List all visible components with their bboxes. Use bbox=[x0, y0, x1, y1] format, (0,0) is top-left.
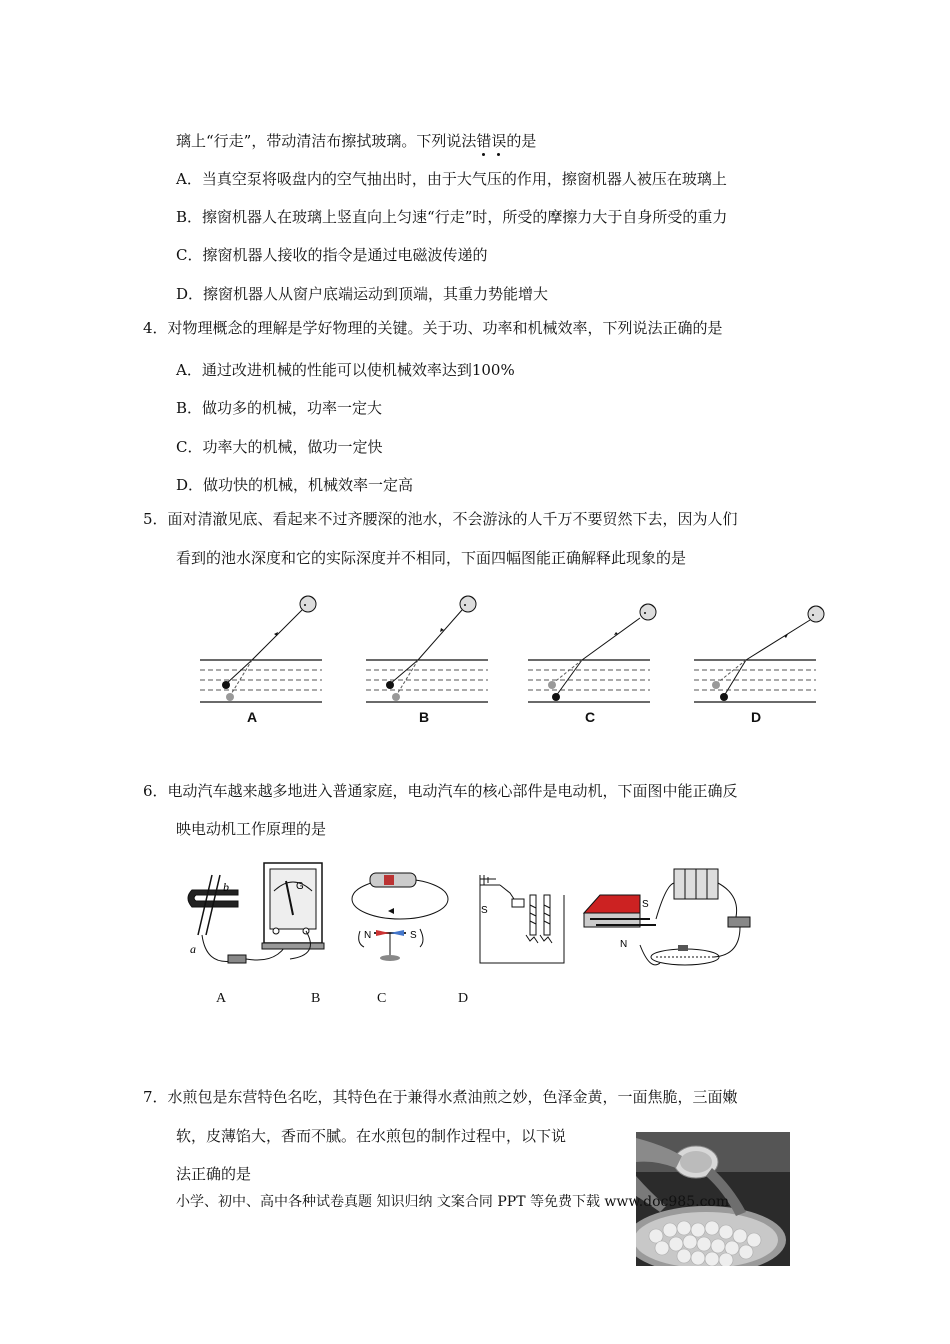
q5-figure-b bbox=[366, 596, 488, 725]
q3-stem bbox=[176, 131, 536, 151]
q6-galvanometer-label: G bbox=[296, 881, 304, 892]
q3-stem-end: 的是 bbox=[506, 132, 537, 150]
q6-compass-s: S bbox=[410, 930, 417, 941]
q3-option-d: D．擦窗机器人从窗户底端运动到顶端，其重力势能增大 bbox=[176, 285, 549, 303]
q5-stem-line1: 5．面对清澈见底、看起来不过齐腰深的池水，不会游泳的人千万不要贸然下去，因为人们 bbox=[143, 510, 738, 528]
q6-label-a: A bbox=[216, 991, 227, 1006]
q7-stem-line3: 法正确的是 bbox=[176, 1165, 252, 1183]
q6-figure-b bbox=[352, 873, 448, 961]
q4-option-a: A．通过改进机械的性能可以使机械效率达到100% bbox=[176, 361, 515, 379]
q3-option-c: C．擦窗机器人接收的指令是通过电磁波传递的 bbox=[176, 246, 488, 264]
q4-option-d: D．做功快的机械，机械效率一定高 bbox=[176, 476, 414, 494]
page-footer: 小学、初中、高中各种试卷真题 知识归纳 文案合同 PPT 等免费下载 www.doc985.com bbox=[176, 1194, 730, 1210]
q6-label-a-wire: a bbox=[190, 942, 196, 956]
q5-stem-line2: 看到的池水深度和它的实际深度并不相同，下面四幅图能正确解释此现象的是 bbox=[176, 549, 687, 567]
q5-figure-d bbox=[694, 606, 824, 725]
q6-compass-n: N bbox=[364, 930, 372, 941]
q6-label-c: C bbox=[377, 991, 387, 1006]
q3-emphasis-1: 错 bbox=[476, 132, 492, 150]
q3-option-a: A．当真空泵将吸盘内的空气抽出时，由于大气压的作用，擦窗机器人被压在玻璃上 bbox=[176, 170, 727, 188]
q6-stem-line2: 映电动机工作原理的是 bbox=[176, 820, 327, 838]
q3-option-b: B．擦窗机器人在玻璃上竖直向上匀速“行走”时，所受的摩擦力大于自身所受的重力 bbox=[176, 208, 728, 226]
q4-option-b: B．做功多的机械，功率一定大 bbox=[176, 399, 383, 417]
q6-label-b: B bbox=[311, 991, 321, 1006]
q6-label-d: D bbox=[458, 991, 469, 1006]
q6-figure-c bbox=[480, 875, 564, 963]
q6-figure-d bbox=[584, 869, 750, 965]
q4-stem: 4．对物理概念的理解是学好物理的关键。关于功、功率和机械效率，下列说法正确的是 bbox=[143, 319, 723, 337]
q4-option-c: C．功率大的机械，做功一定快 bbox=[176, 438, 383, 456]
q5-label-b: B bbox=[418, 709, 430, 725]
q6-stem-line1: 6．电动汽车越来越多地进入普通家庭，电动汽车的核心部件是电动机，下面图中能正确反 bbox=[143, 782, 738, 800]
q6-magnet-s: S bbox=[642, 899, 649, 910]
q5-label-d: D bbox=[750, 709, 762, 725]
q5-label-c: C bbox=[584, 709, 596, 725]
q6-switch-s: S bbox=[481, 905, 488, 916]
q6-motor-figures bbox=[180, 855, 760, 980]
q6-magnet-n: N bbox=[620, 939, 628, 950]
q6-figure-a bbox=[188, 863, 324, 963]
q5-label-a: A bbox=[246, 709, 258, 725]
q5-figure-a bbox=[200, 596, 322, 725]
q3-emphasis-2: 误 bbox=[491, 132, 507, 150]
q5-figure-c bbox=[528, 604, 656, 725]
q7-stem-line1: 7．水煎包是东营特色名吃，其特色在于兼得水煮油煎之妙，色泽金黄，一面焦脆，三面嫩 bbox=[143, 1088, 738, 1106]
q7-stem-line2: 软，皮薄馅大，香而不腻。在水煎包的制作过程中，以下说 bbox=[176, 1127, 567, 1145]
q6-label-b-wire: b bbox=[223, 880, 229, 894]
q5-refraction-figures bbox=[190, 590, 840, 730]
q3-stem-text: 璃上“行走”，带动清洁布擦拭玻璃。下列说法 bbox=[176, 132, 477, 150]
